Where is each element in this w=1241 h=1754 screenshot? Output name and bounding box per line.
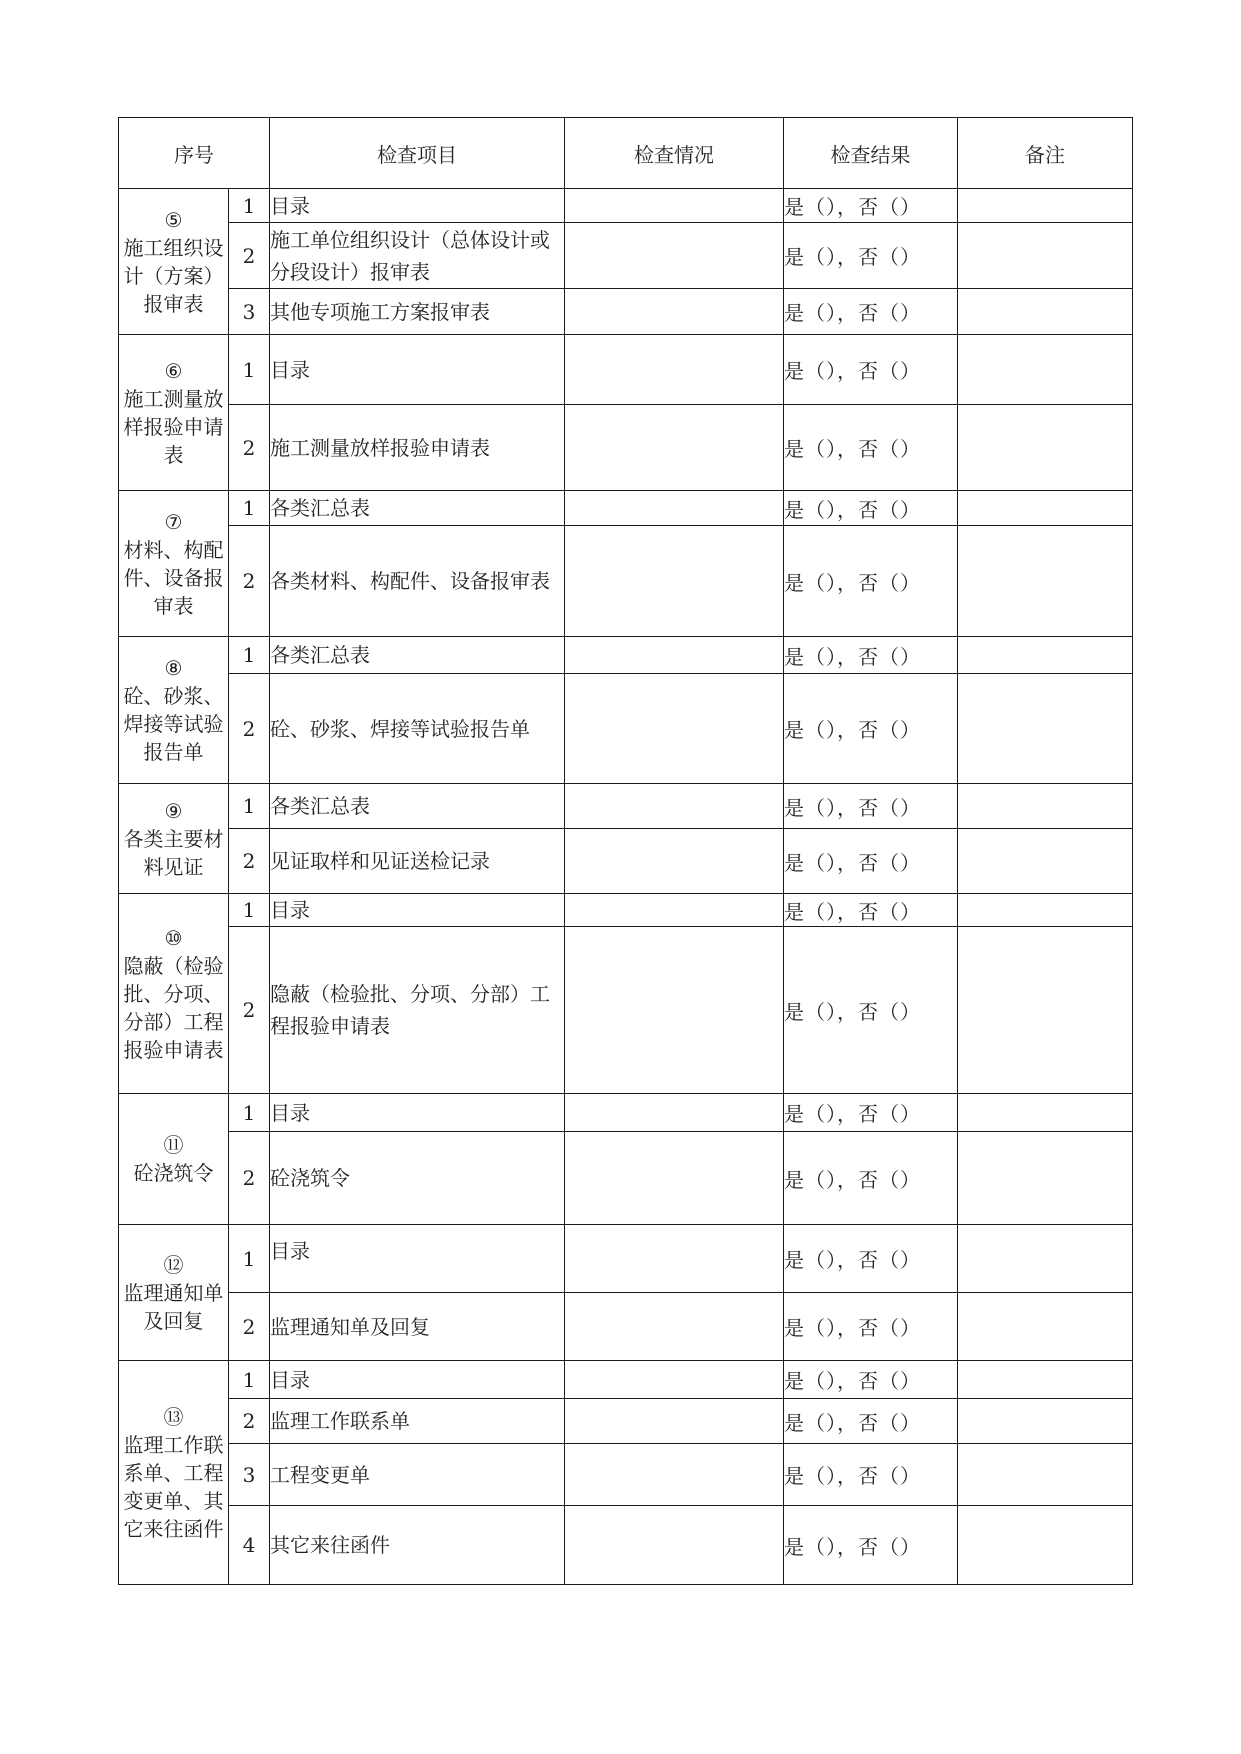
situation-cell[interactable] (565, 1399, 784, 1444)
remark-cell[interactable] (958, 1506, 1133, 1585)
situation-cell[interactable] (565, 829, 784, 894)
result-cell[interactable]: 是（），否（） (784, 526, 958, 637)
table-row (119, 526, 1133, 637)
result-cell[interactable]: 是（），否（） (784, 829, 958, 894)
group-number: ⑫ (163, 1252, 184, 1277)
result-cell[interactable]: 是（），否（） (784, 289, 958, 335)
row-index: 2 (229, 1399, 270, 1444)
check-item: 各类材料、构配件、设备报审表 (270, 526, 565, 637)
row-index: 2 (229, 405, 270, 491)
table-row (119, 1293, 1133, 1361)
situation-cell[interactable] (565, 1132, 784, 1225)
remark-cell[interactable] (958, 894, 1133, 927)
remark-cell[interactable] (958, 1094, 1133, 1132)
table-row (119, 927, 1133, 1094)
situation-cell[interactable] (565, 1225, 784, 1293)
table-row (119, 1361, 1133, 1399)
row-index: 2 (229, 526, 270, 637)
header-result: 检查结果 (784, 118, 958, 189)
result-cell[interactable]: 是（），否（） (784, 189, 958, 223)
group-cell (119, 637, 229, 784)
row-index: 1 (229, 1225, 270, 1293)
remark-cell[interactable] (958, 491, 1133, 526)
remark-cell[interactable] (958, 1225, 1133, 1293)
result-cell[interactable]: 是（），否（） (784, 1094, 958, 1132)
group-number: ⑧ (164, 656, 183, 680)
header-item: 检查项目 (270, 118, 565, 189)
situation-cell[interactable] (565, 335, 784, 405)
row-index: 3 (229, 1444, 270, 1506)
remark-cell[interactable] (958, 1399, 1133, 1444)
table-row (119, 1399, 1133, 1444)
remark-cell[interactable] (958, 1293, 1133, 1361)
row-index: 1 (229, 189, 270, 223)
result-cell[interactable]: 是（），否（） (784, 1399, 958, 1444)
check-item: 砼、砂浆、焊接等试验报告单 (270, 674, 565, 784)
situation-cell[interactable] (565, 491, 784, 526)
group-cell (119, 1094, 229, 1225)
table-row (119, 1094, 1133, 1132)
group-number: ⑥ (164, 358, 183, 383)
remark-cell[interactable] (958, 829, 1133, 894)
remark-cell[interactable] (958, 335, 1133, 405)
row-index: 2 (229, 223, 270, 289)
check-item: 目录 (270, 894, 565, 927)
group-cell (119, 189, 229, 335)
situation-cell[interactable] (565, 894, 784, 927)
table-row (119, 637, 1133, 674)
table-row (119, 1132, 1133, 1225)
header-remark: 备注 (958, 118, 1133, 189)
situation-cell[interactable] (565, 189, 784, 223)
group-label: 各类主要材料见证 (123, 826, 224, 879)
group-label: 砼浇筑令 (133, 1161, 214, 1185)
row-index: 1 (229, 1094, 270, 1132)
row-index: 2 (229, 1293, 270, 1361)
situation-cell[interactable] (565, 1094, 784, 1132)
situation-cell[interactable] (565, 1361, 784, 1399)
check-item: 目录 (270, 1094, 565, 1132)
header-row (119, 118, 1133, 189)
check-item: 目录 (270, 335, 565, 405)
check-item: 各类汇总表 (270, 784, 565, 829)
check-item: 砼浇筑令 (270, 1132, 565, 1225)
situation-cell[interactable] (565, 289, 784, 335)
situation-cell[interactable] (565, 526, 784, 637)
situation-cell[interactable] (565, 1444, 784, 1506)
remark-cell[interactable] (958, 526, 1133, 637)
check-item: 工程变更单 (270, 1444, 565, 1506)
result-cell[interactable]: 是（），否（） (784, 491, 958, 526)
group-label: 施工组织设计（方案）报审表 (123, 235, 224, 316)
result-cell[interactable]: 是（），否（） (784, 1132, 958, 1225)
result-cell[interactable]: 是（），否（） (784, 1506, 958, 1585)
result-cell[interactable]: 是（），否（） (784, 405, 958, 491)
group-label: 砼、砂浆、焊接等试验报告单 (123, 684, 224, 764)
check-item: 目录 (270, 1225, 565, 1293)
situation-cell[interactable] (565, 405, 784, 491)
situation-cell[interactable] (565, 674, 784, 784)
table-row (119, 894, 1133, 927)
situation-cell[interactable] (565, 784, 784, 829)
remark-cell[interactable] (958, 223, 1133, 289)
table-row (119, 223, 1133, 289)
situation-cell[interactable] (565, 637, 784, 674)
row-index: 4 (229, 1506, 270, 1585)
table-row (119, 335, 1133, 405)
remark-cell[interactable] (958, 1132, 1133, 1225)
group-cell (119, 491, 229, 637)
situation-cell[interactable] (565, 1293, 784, 1361)
table-row (119, 784, 1133, 829)
group-label: 隐蔽（检验批、分项、分部）工程报验申请表 (123, 953, 224, 1062)
row-index: 2 (229, 674, 270, 784)
result-cell[interactable]: 是（），否（） (784, 1293, 958, 1361)
check-item: 其它来往函件 (270, 1506, 565, 1585)
table-row (119, 1225, 1133, 1293)
result-cell[interactable]: 是（），否（） (784, 1225, 958, 1293)
row-index: 1 (229, 335, 270, 405)
remark-cell[interactable] (958, 927, 1133, 1094)
table-row (119, 405, 1133, 491)
group-label: 施工测量放样报验申请表 (123, 386, 224, 467)
result-cell[interactable]: 是（），否（） (784, 784, 958, 829)
situation-cell[interactable] (565, 1506, 784, 1585)
remark-cell[interactable] (958, 189, 1133, 223)
check-item: 目录 (270, 189, 565, 223)
remark-cell[interactable] (958, 1444, 1133, 1506)
result-cell[interactable]: 是（），否（） (784, 637, 958, 674)
row-index: 2 (229, 927, 270, 1094)
result-cell[interactable]: 是（），否（） (784, 223, 958, 289)
check-item: 其他专项施工方案报审表 (270, 289, 565, 335)
situation-cell[interactable] (565, 927, 784, 1094)
row-index: 1 (229, 491, 270, 526)
remark-cell[interactable] (958, 784, 1133, 829)
group-number: ⑩ (164, 925, 183, 950)
group-label: 材料、构配件、设备报审表 (123, 537, 224, 618)
group-cell (119, 335, 229, 491)
group-cell (119, 1225, 229, 1361)
group-cell (119, 894, 229, 1094)
check-item: 各类汇总表 (270, 491, 565, 526)
row-index: 1 (229, 1361, 270, 1399)
group-number: ⑤ (164, 207, 183, 232)
check-item: 施工单位组织设计（总体设计或分段设计）报审表 (270, 223, 565, 289)
row-index: 3 (229, 289, 270, 335)
table-row (119, 829, 1133, 894)
group-number: ⑪ (163, 1133, 184, 1157)
group-label: 监理通知单及回复 (123, 1280, 224, 1333)
row-index: 1 (229, 637, 270, 674)
check-item: 各类汇总表 (270, 637, 565, 674)
group-number: ⑨ (164, 798, 183, 823)
table-row (119, 674, 1133, 784)
remark-cell[interactable] (958, 637, 1133, 674)
group-number: ⑦ (164, 509, 183, 534)
table-row (119, 491, 1133, 526)
result-cell[interactable]: 是（），否（） (784, 894, 958, 927)
remark-cell[interactable] (958, 674, 1133, 784)
result-cell[interactable]: 是（），否（） (784, 1361, 958, 1399)
row-index: 1 (229, 784, 270, 829)
table-row (119, 1506, 1133, 1585)
group-number: ⑬ (163, 1404, 184, 1429)
check-item: 见证取样和见证送检记录 (270, 829, 565, 894)
row-index: 1 (229, 894, 270, 927)
situation-cell[interactable] (565, 223, 784, 289)
group-label: 监理工作联系单、工程变更单、其它来往函件 (123, 1432, 224, 1541)
table-row (119, 289, 1133, 335)
check-item: 监理工作联系单 (270, 1399, 565, 1444)
check-item: 隐蔽（检验批、分项、分部）工程报验申请表 (270, 927, 565, 1094)
header-situation: 检查情况 (565, 118, 784, 189)
check-item: 施工测量放样报验申请表 (270, 405, 565, 491)
inspection-table (118, 117, 1133, 1585)
result-cell[interactable]: 是（），否（） (784, 674, 958, 784)
remark-cell[interactable] (958, 1361, 1133, 1399)
check-item: 目录 (270, 1361, 565, 1399)
result-cell[interactable]: 是（），否（） (784, 1444, 958, 1506)
group-cell (119, 784, 229, 894)
remark-cell[interactable] (958, 289, 1133, 335)
remark-cell[interactable] (958, 405, 1133, 491)
header-seq: 序号 (119, 118, 270, 189)
group-cell (119, 1361, 229, 1585)
table-row (119, 189, 1133, 223)
check-item: 监理通知单及回复 (270, 1293, 565, 1361)
row-index: 2 (229, 829, 270, 894)
row-index: 2 (229, 1132, 270, 1225)
table-row (119, 1444, 1133, 1506)
result-cell[interactable]: 是（），否（） (784, 335, 958, 405)
result-cell[interactable]: 是（），否（） (784, 927, 958, 1094)
